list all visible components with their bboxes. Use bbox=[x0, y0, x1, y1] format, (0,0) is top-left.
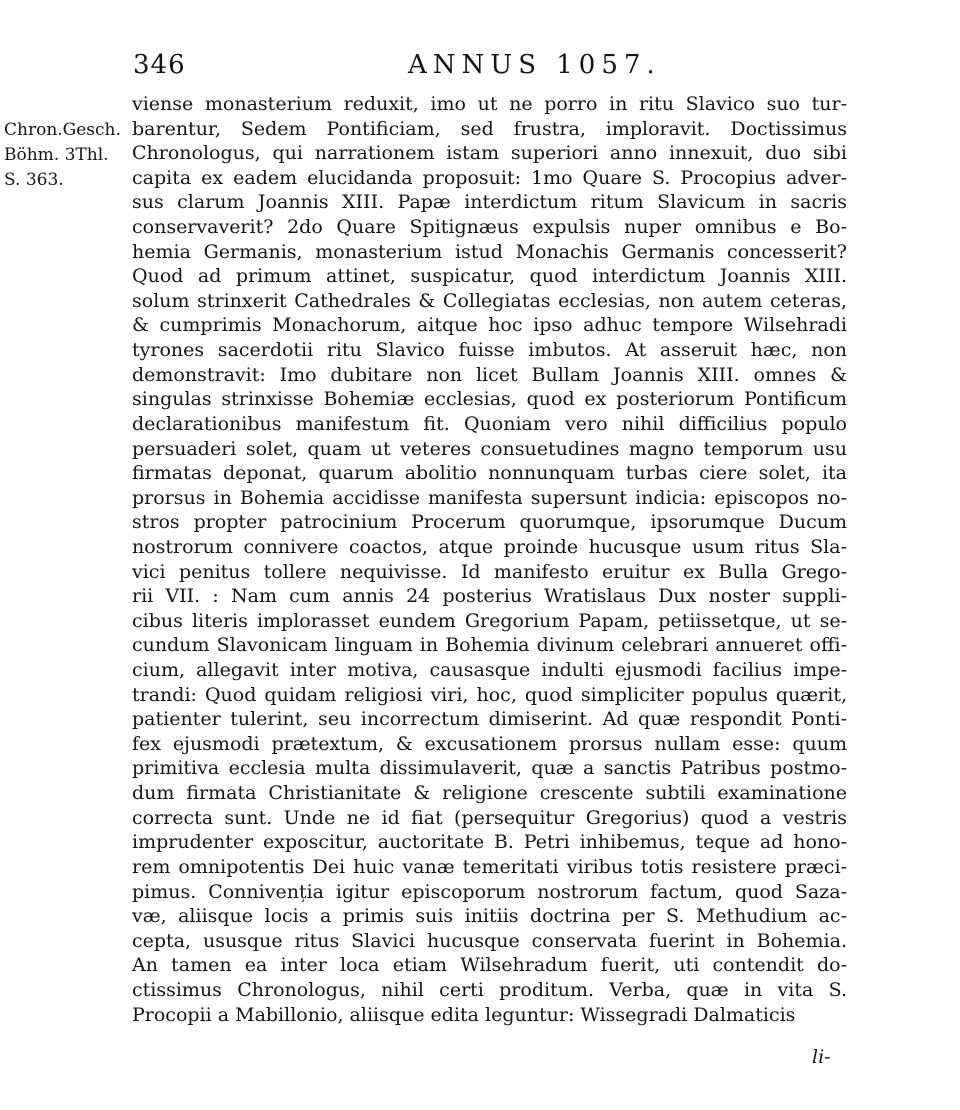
text-line: cepta, ususque ritus Slavici hucusque conservata fuerint in Bohemia. bbox=[132, 929, 847, 952]
text-line: patienter tulerint, seu incorrectum dimiserint. Ad quæ respondit Ponti- bbox=[132, 708, 847, 731]
text-line: cundum Slavonicam linguam in Bohemia divinum celebrari annueret offi- bbox=[132, 634, 847, 657]
text-line: imprudenter exposcitur, auctoritate B. Petri inhibemus, teque ad hono- bbox=[132, 831, 847, 854]
text-line: Procopii a Mabillonio, aliisque edita leguntur: Wissegradi Dalmaticis bbox=[132, 1003, 796, 1026]
text-line: An tamen ea inter loca etiam Wilsehradum fuerit, uti contendit do- bbox=[132, 954, 847, 977]
margin-note: Böhm. 3Thl. bbox=[4, 145, 109, 165]
text-line: cium, allegavit inter motiva, causasque indulti ejusmodi facilius impe- bbox=[132, 659, 847, 682]
text-line: primitiva ecclesia multa dissimulaverit, quæ a sanctis Patribus postmo- bbox=[132, 757, 847, 780]
text-line: Quod ad primum attinet, suspicatur, quod interdictum Joannis XIII. bbox=[132, 265, 847, 288]
text-line: ctissimus Chronologus, nihil certi proditum. Verba, quæ in vita S. bbox=[132, 978, 847, 1001]
text-line: trandi: Quod quidam religiosi viri, hoc, quod simpliciter populus quærit, bbox=[132, 683, 847, 706]
page-header bbox=[0, 50, 960, 90]
text-line: sus clarum Joannis XIII. Papæ interdictum ritum Slavicum in sacris bbox=[132, 191, 847, 214]
text-line: nostrorum connivere coactos, atque proinde hucusque usum ritus Sla- bbox=[132, 535, 847, 558]
text-line: fex ejusmodi prætextum, & excusationem prorsus nullam esse: quum bbox=[132, 732, 847, 755]
text-line: firmatas deponat, quarum abolitio nonnunquam turbas ciere solet, ita bbox=[132, 462, 847, 485]
text-line: capita ex eadem elucidanda proposuit: 1mo Quare S. Procopius adver- bbox=[132, 166, 847, 189]
text-line: stros propter patrocinium Procerum quorumque, ipsorumque Ducum bbox=[132, 511, 847, 534]
text-line: viense monasterium reduxit, imo ut ne porro in ritu Slavico suo tur- bbox=[132, 93, 847, 115]
text-line: solum strinxerit Cathedrales & Collegiatas ecclesias, non autem ceteras, bbox=[132, 289, 847, 312]
text-line: Chronologus, qui narrationem istam superiori anno innexuit, duo sibi bbox=[132, 142, 847, 165]
body-text bbox=[132, 92, 847, 1027]
text-line: barentur, Sedem Pontificiam, sed frustra, imploravit. Doctissimus bbox=[132, 117, 847, 140]
margin-note: Chron.Gesch. bbox=[4, 120, 121, 140]
text-line: pimus. Connivenția igitur episcoporum nostrorum factum, quod Saza- bbox=[132, 880, 847, 903]
running-title: ANNUS 1057. bbox=[408, 50, 661, 80]
text-line: cibus literis implorasset eundem Gregorium Papam, petiissetque, ut se- bbox=[132, 609, 847, 632]
margin-note: S. 363. bbox=[4, 170, 64, 190]
text-line: rii VII. : Nam cum annis 24 posterius Wratislaus Dux noster suppli- bbox=[132, 585, 847, 608]
text-line: declarationibus manifestum fit. Quoniam vero nihil difficilius populo bbox=[132, 412, 847, 435]
text-line: væ, aliisque locis a primis suis initiis doctrina per S. Methudium ac- bbox=[132, 905, 847, 928]
text-line: conservaverit? 2do Quare Spitignæus expulsis nuper omnibus e Bo- bbox=[132, 216, 847, 239]
text-line: vici penitus tollere nequivisse. Id manifesto eruitur ex Bulla Grego- bbox=[132, 560, 847, 583]
text-line: dum firmata Christianitate & religione crescente subtili examinatione bbox=[132, 782, 847, 805]
text-line: hemia Germanis, monasterium istud Monachis Germanis concesserit? bbox=[132, 240, 847, 263]
text-line: rem omnipotentis Dei huic vanæ temeritati viribus totis resistere præci- bbox=[132, 855, 847, 878]
text-line: prorsus in Bohemia accidisse manifesta supersunt indicia: episcopos no- bbox=[132, 486, 847, 509]
text-line: correcta sunt. Unde ne id fiat (persequitur Gregorius) quod a vestris bbox=[132, 806, 847, 829]
text-line: singulas strinxisse Bohemiæ ecclesias, quod ex posteriorum Pontificum bbox=[132, 388, 847, 411]
text-line: & cumprimis Monachorum, aitque hoc ipso adhuc tempore Wilsehradi bbox=[132, 314, 847, 337]
catchword: li- bbox=[812, 1046, 831, 1068]
text-line: persuaderi solet, quam ut veteres consuetudines magno temporum usu bbox=[132, 437, 847, 460]
text-line: tyrones sacerdotii ritu Slavico fuisse imbutos. At asseruit hæc, non bbox=[132, 339, 847, 362]
text-line: demonstravit: Imo dubitare non licet Bullam Joannis XIII. omnes & bbox=[132, 363, 847, 386]
page-number: 346 bbox=[133, 50, 186, 80]
